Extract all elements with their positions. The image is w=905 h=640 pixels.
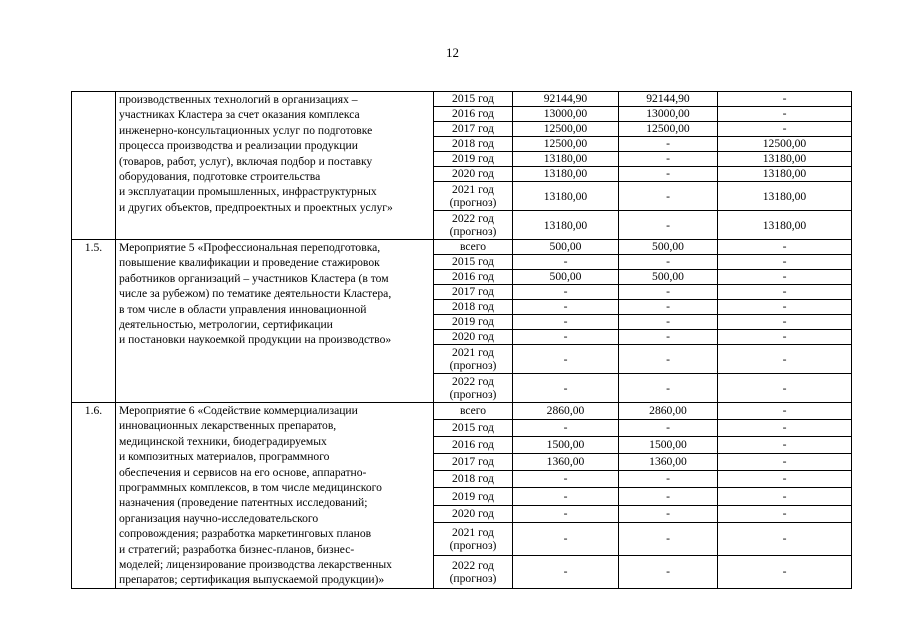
funding-source-2-cell: - [718,454,852,471]
period-cell: 2022 год (прогноз) [434,555,513,588]
funding-source-2-cell: - [718,420,852,437]
total-amount-cell: 12500,00 [513,137,619,152]
period-cell: 2021 год (прогноз) [434,182,513,211]
funding-source-2-cell: - [718,522,852,555]
funding-source-1-cell: - [619,167,718,182]
funding-source-2-cell: - [718,255,852,270]
table-row [72,240,852,255]
period-cell: 2017 год [434,454,513,471]
funding-source-1-cell: - [619,137,718,152]
budget-table [71,91,852,589]
total-amount-cell: - [513,505,619,522]
total-amount-cell: 13000,00 [513,107,619,122]
period-cell: 2020 год [434,330,513,345]
item-description: производственных технологий в организациях – участниках Кластера за счет оказания комплекса инженерно-консультационных услуг по подготовке процесса производства и реализации продукции (товаров, работ, услуг), включая подбор и поставку оборудования, подготовке строительства и эксплуатации промышленных, инфраструктурных и других объектов, предпроектных и проектных услуг» [116,92,434,240]
funding-source-2-cell: - [718,555,852,588]
total-amount-cell: - [513,555,619,588]
funding-source-1-cell: - [619,300,718,315]
funding-source-1-cell: - [619,374,718,403]
funding-source-1-cell: 13000,00 [619,107,718,122]
period-cell: 2022 год (прогноз) [434,374,513,403]
funding-source-2-cell: - [718,505,852,522]
total-amount-cell: 1500,00 [513,437,619,454]
funding-source-1-cell: 12500,00 [619,122,718,137]
period-cell: 2015 год [434,92,513,107]
total-amount-cell: - [513,488,619,505]
period-cell: 2019 год [434,152,513,167]
funding-source-2-cell: - [718,300,852,315]
funding-source-1-cell: - [619,505,718,522]
funding-source-2-cell: - [718,330,852,345]
period-cell: 2020 год [434,505,513,522]
funding-source-2-cell: - [718,471,852,488]
funding-source-2-cell: - [718,345,852,374]
funding-source-2-cell: - [718,315,852,330]
item-description: Мероприятие 5 «Профессиональная переподготовка, повышение квалификации и проведение стажировок работников организаций – участников Кластера (в том числе за рубежом) по тематике деятельности Кластера, в том числе в области управления инновационной деятельностью, метрологии, сертификации и постановки наукоемкой продукции на производство» [116,240,434,403]
period-cell: 2017 год [434,122,513,137]
funding-source-1-cell: - [619,182,718,211]
period-cell: 2019 год [434,488,513,505]
total-amount-cell: 12500,00 [513,122,619,137]
page-number: 12 [446,45,459,60]
period-cell: 2021 год (прогноз) [434,522,513,555]
funding-source-2-cell: - [718,107,852,122]
period-cell: всего [434,240,513,255]
period-cell: 2015 год [434,420,513,437]
item-number: 1.5. [72,240,116,403]
total-amount-cell: 13180,00 [513,152,619,167]
item-description: Мероприятие 6 «Содействие коммерциализации инновационных лекарственных препаратов, медицинской техники, биодеградируемых и композитных материалов, программного обеспечения и сервисов на его основе, аппаратно- программных комплексов, в том числе медицинского назначения (проведение патентных исследований; организация научно-исследовательского сопровождения; разработка маркетинговых планов и стратегий; разработка бизнес-планов, бизнес- моделей; лицензирование производства лекарственных препаратов; сертификация выпускаемой продукции)» [116,403,434,589]
funding-source-1-cell: 1360,00 [619,454,718,471]
funding-source-2-cell: - [718,285,852,300]
total-amount-cell: 500,00 [513,270,619,285]
item-number: 1.6. [72,403,116,589]
period-cell: всего [434,403,513,420]
total-amount-cell: 13180,00 [513,211,619,240]
total-amount-cell: - [513,522,619,555]
funding-source-2-cell: - [718,488,852,505]
funding-source-2-cell: - [718,122,852,137]
funding-source-2-cell: - [718,403,852,420]
total-amount-cell: - [513,330,619,345]
period-cell: 2018 год [434,300,513,315]
funding-source-1-cell: - [619,522,718,555]
total-amount-cell: - [513,374,619,403]
period-cell: 2016 год [434,270,513,285]
period-cell: 2016 год [434,437,513,454]
period-cell: 2021 год (прогноз) [434,345,513,374]
funding-source-2-cell: 12500,00 [718,137,852,152]
total-amount-cell: 13180,00 [513,167,619,182]
table-row [72,403,852,420]
funding-source-1-cell: 2860,00 [619,403,718,420]
funding-source-2-cell: 13180,00 [718,167,852,182]
period-cell: 2016 год [434,107,513,122]
table-row [72,92,852,107]
funding-source-1-cell: - [619,555,718,588]
funding-source-1-cell: 500,00 [619,240,718,255]
funding-source-2-cell: - [718,92,852,107]
funding-source-1-cell: - [619,255,718,270]
funding-source-1-cell: - [619,345,718,374]
funding-source-1-cell: - [619,330,718,345]
total-amount-cell: 92144,90 [513,92,619,107]
funding-source-1-cell: - [619,152,718,167]
period-cell: 2022 год (прогноз) [434,211,513,240]
item-number [72,92,116,240]
period-cell: 2018 год [434,137,513,152]
total-amount-cell: 2860,00 [513,403,619,420]
total-amount-cell: - [513,471,619,488]
funding-source-2-cell: 13180,00 [718,211,852,240]
total-amount-cell: - [513,345,619,374]
period-cell: 2020 год [434,167,513,182]
total-amount-cell: 500,00 [513,240,619,255]
total-amount-cell: - [513,315,619,330]
funding-source-2-cell: - [718,270,852,285]
funding-source-1-cell: - [619,488,718,505]
period-cell: 2015 год [434,255,513,270]
total-amount-cell: - [513,255,619,270]
period-cell: 2018 год [434,471,513,488]
total-amount-cell: - [513,300,619,315]
funding-source-1-cell: 500,00 [619,270,718,285]
funding-source-2-cell: 13180,00 [718,182,852,211]
total-amount-cell: 1360,00 [513,454,619,471]
funding-source-1-cell: 92144,90 [619,92,718,107]
total-amount-cell: - [513,420,619,437]
funding-source-1-cell: - [619,211,718,240]
funding-source-1-cell: - [619,285,718,300]
funding-source-1-cell: - [619,471,718,488]
funding-source-2-cell: 13180,00 [718,152,852,167]
period-cell: 2017 год [434,285,513,300]
funding-source-2-cell: - [718,240,852,255]
funding-source-1-cell: - [619,420,718,437]
total-amount-cell: 13180,00 [513,182,619,211]
total-amount-cell: - [513,285,619,300]
period-cell: 2019 год [434,315,513,330]
funding-source-1-cell: - [619,315,718,330]
funding-source-2-cell: - [718,374,852,403]
funding-source-1-cell: 1500,00 [619,437,718,454]
funding-source-2-cell: - [718,437,852,454]
